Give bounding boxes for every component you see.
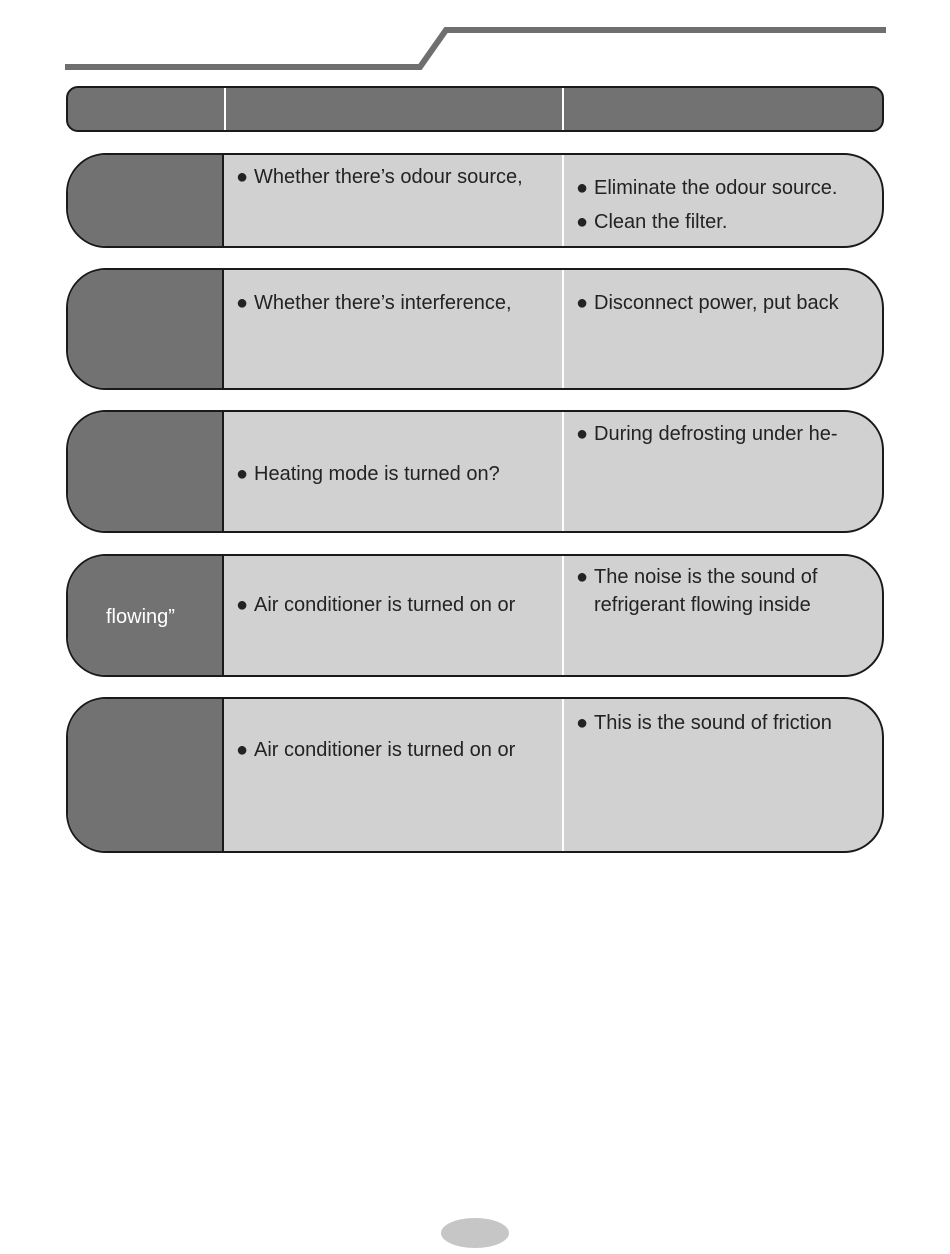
solution-item: ● Disconnect power, put back (576, 289, 839, 317)
solution-item-continuation: refrigerant flowing inside (594, 594, 811, 616)
bullet-icon: ● (236, 739, 249, 761)
bullet-icon: ● (576, 292, 589, 314)
bullet-icon: ● (576, 712, 589, 734)
solution-cell (562, 556, 882, 675)
problem-cell (68, 556, 224, 675)
check-cell (224, 556, 562, 675)
check-cell (224, 699, 562, 851)
solution-cell (562, 270, 882, 388)
check-item: ● Whether there’s odour source, (236, 163, 523, 191)
solution-item: ● Eliminate the odour source. (576, 174, 837, 202)
solution-item: ● The noise is the sound of (576, 563, 817, 591)
bullet-icon: ● (576, 211, 589, 233)
table-header (66, 86, 884, 132)
check-cell (224, 412, 562, 531)
table-row (66, 410, 884, 533)
bullet-icon: ● (236, 594, 249, 616)
page-number-badge (441, 1218, 509, 1248)
solution-cell (562, 155, 882, 246)
check-item: ● Air conditioner is turned on or (236, 736, 515, 764)
check-item: ● Heating mode is turned on? (236, 460, 500, 488)
bullet-icon: ● (576, 423, 589, 445)
check-item: ● Whether there’s interference, (236, 289, 512, 317)
bullet-icon: ● (576, 177, 589, 199)
bullet-icon: ● (236, 166, 249, 188)
bullet-icon: ● (576, 566, 589, 588)
bullet-icon: ● (236, 292, 249, 314)
header-rule (0, 0, 950, 80)
solution-item: ● During defrosting under he- (576, 420, 837, 448)
header-divider (224, 88, 226, 130)
table-row (66, 153, 884, 248)
solution-cell (562, 699, 882, 851)
solution-item: ● This is the sound of friction (576, 709, 832, 737)
solution-item: ● Clean the filter. (576, 208, 727, 236)
header-divider (562, 88, 564, 130)
bullet-icon: ● (236, 463, 249, 485)
table-row (66, 554, 884, 677)
check-item: ● Air conditioner is turned on or (236, 591, 515, 619)
solution-cell (562, 412, 882, 531)
problem-cell (68, 699, 224, 851)
check-cell (224, 270, 562, 388)
table-row (66, 697, 884, 853)
problem-label: flowing” (106, 606, 175, 628)
table-row (66, 268, 884, 390)
problem-cell (68, 270, 224, 388)
check-cell (224, 155, 562, 246)
problem-cell (68, 412, 224, 531)
problem-cell (68, 155, 224, 246)
